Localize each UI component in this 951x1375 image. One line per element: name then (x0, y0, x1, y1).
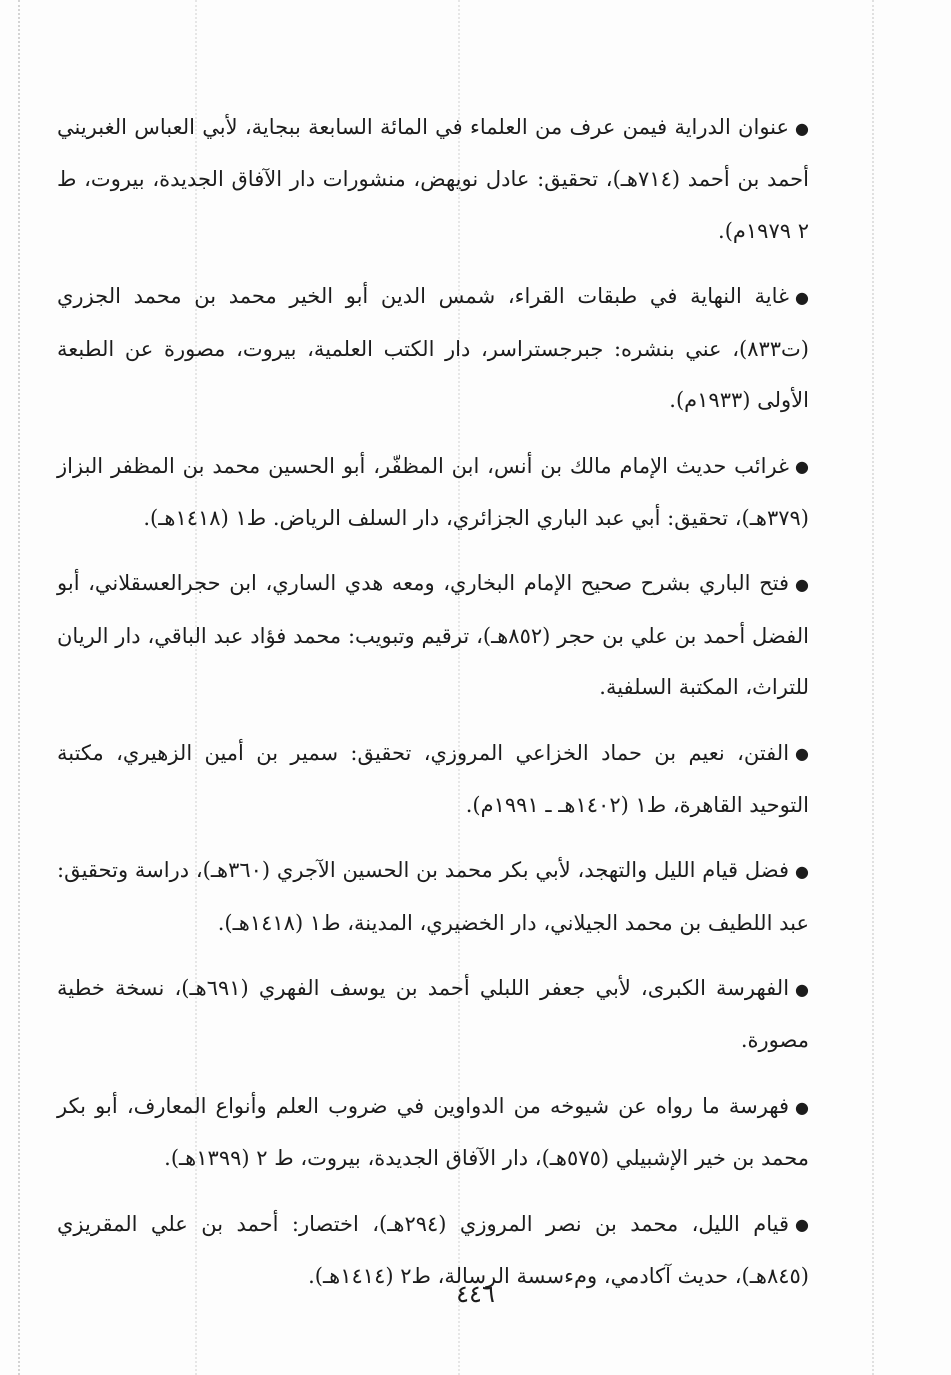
bullet-icon: ● (795, 744, 809, 764)
entry-text: فضل قيام الليل والتهجد، لأبي بكر محمد بن الحسين الآجري (٣٦٠هـ)، دراسة وتحقيق: عبد اللطيف بن محمد الجيلاني، دار الخضيري، المدينة، ط١ (١٤١٨هـ). (57, 858, 809, 935)
scan-artifact-line (18, 0, 20, 1375)
bullet-icon: ● (795, 288, 809, 307)
bibliography-list (57, 102, 809, 1316)
scan-artifact-line (872, 0, 874, 1375)
bibliography-entry (57, 963, 809, 1067)
page-number: ٤٤٦ (456, 1280, 495, 1308)
entry-text: الفتن، نعيم بن حماد الخزاعي المروزي، تحقيق: سمير بن أمين الزهيري، مكتبة التوحيد القاهرة، ط١ (١٤٠٢هـ ـ ١٩٩١م). (57, 740, 809, 817)
entry-text: عنوان الدراية فيمن عرف من العلماء في المائة السابعة ببجاية، لأبي العباس الغبريني أحمد بن أحمد (٧١٤هـ)، تحقيق: عادل نويهض، منشورات دار الآفاق الجديدة، بيروت، ط ٢ ١٩٧٩م). (57, 115, 810, 243)
bibliography-entry (57, 558, 809, 713)
entry-text: غاية النهاية في طبقات القراء، شمس الدين أبو الخير محمد بن محمد الجزري (ت٨٣٣)، عني بنشره: جبرجستراسر، دار الكتب العلمية، بيروت، مصورة عن الطبعة الأولى (١٩٣٣م). (57, 284, 809, 412)
bibliography-entry (57, 1081, 809, 1185)
bullet-icon: ● (795, 118, 809, 138)
bullet-icon: ● (795, 575, 809, 594)
bullet-icon: ● (795, 1215, 809, 1235)
bibliography-entry (57, 845, 809, 949)
entry-text: غرائب حديث الإمام مالك بن أنس، ابن المظفّر، أبو الحسين محمد بن المظفر البزاز (٣٧٩هـ)، تحقيق: أبي عبد الباري الجزائري، دار السلف الرياض. ط١ (١٤١٨هـ). (57, 453, 809, 530)
entry-text: الفهرسة الكبرى، لأبي جعفر اللبلي أحمد بن يوسف الفهري (٦٩١هـ)، نسخة خطية مصورة. (57, 976, 809, 1053)
bibliography-entry (57, 441, 809, 545)
bullet-icon: ● (795, 1097, 809, 1117)
bibliography-entry (57, 102, 809, 257)
entry-text: قيام الليل، محمد بن نصر المروزي (٢٩٤هـ)، اختصار: أحمد بن علي المقريزي (٨٤٥هـ)، حديث آكادمي، ومءسسة الرسالة، ط٢ (١٤١٤هـ). (57, 1211, 809, 1288)
bullet-icon: ● (795, 862, 809, 881)
bullet-icon: ● (795, 979, 809, 999)
bibliography-entry (57, 271, 809, 426)
bibliography-entry (57, 728, 809, 832)
bullet-icon: ● (795, 457, 809, 477)
entry-text: فتح الباري بشرح صحيح الإمام البخاري، ومعه هدي الساري، ابن حجرالعسقلاني، أبو الفضل أحمد بن علي بن حجر (٨٥٢هـ)، ترقيم وتبويب: محمد فؤاد عبد الباقي، دار الريان للتراث، المكتبة السلفية. (57, 571, 809, 699)
entry-text: فهرسة ما رواه عن شيوخه من الدواوين في ضروب العلم وأنواع المعارف، أبو بكر محمد بن خير الإشبيلي (٥٧٥هـ)، دار الآفاق الجديدة، بيروت، ط ٢ (١٣٩٩هـ). (57, 1093, 809, 1170)
